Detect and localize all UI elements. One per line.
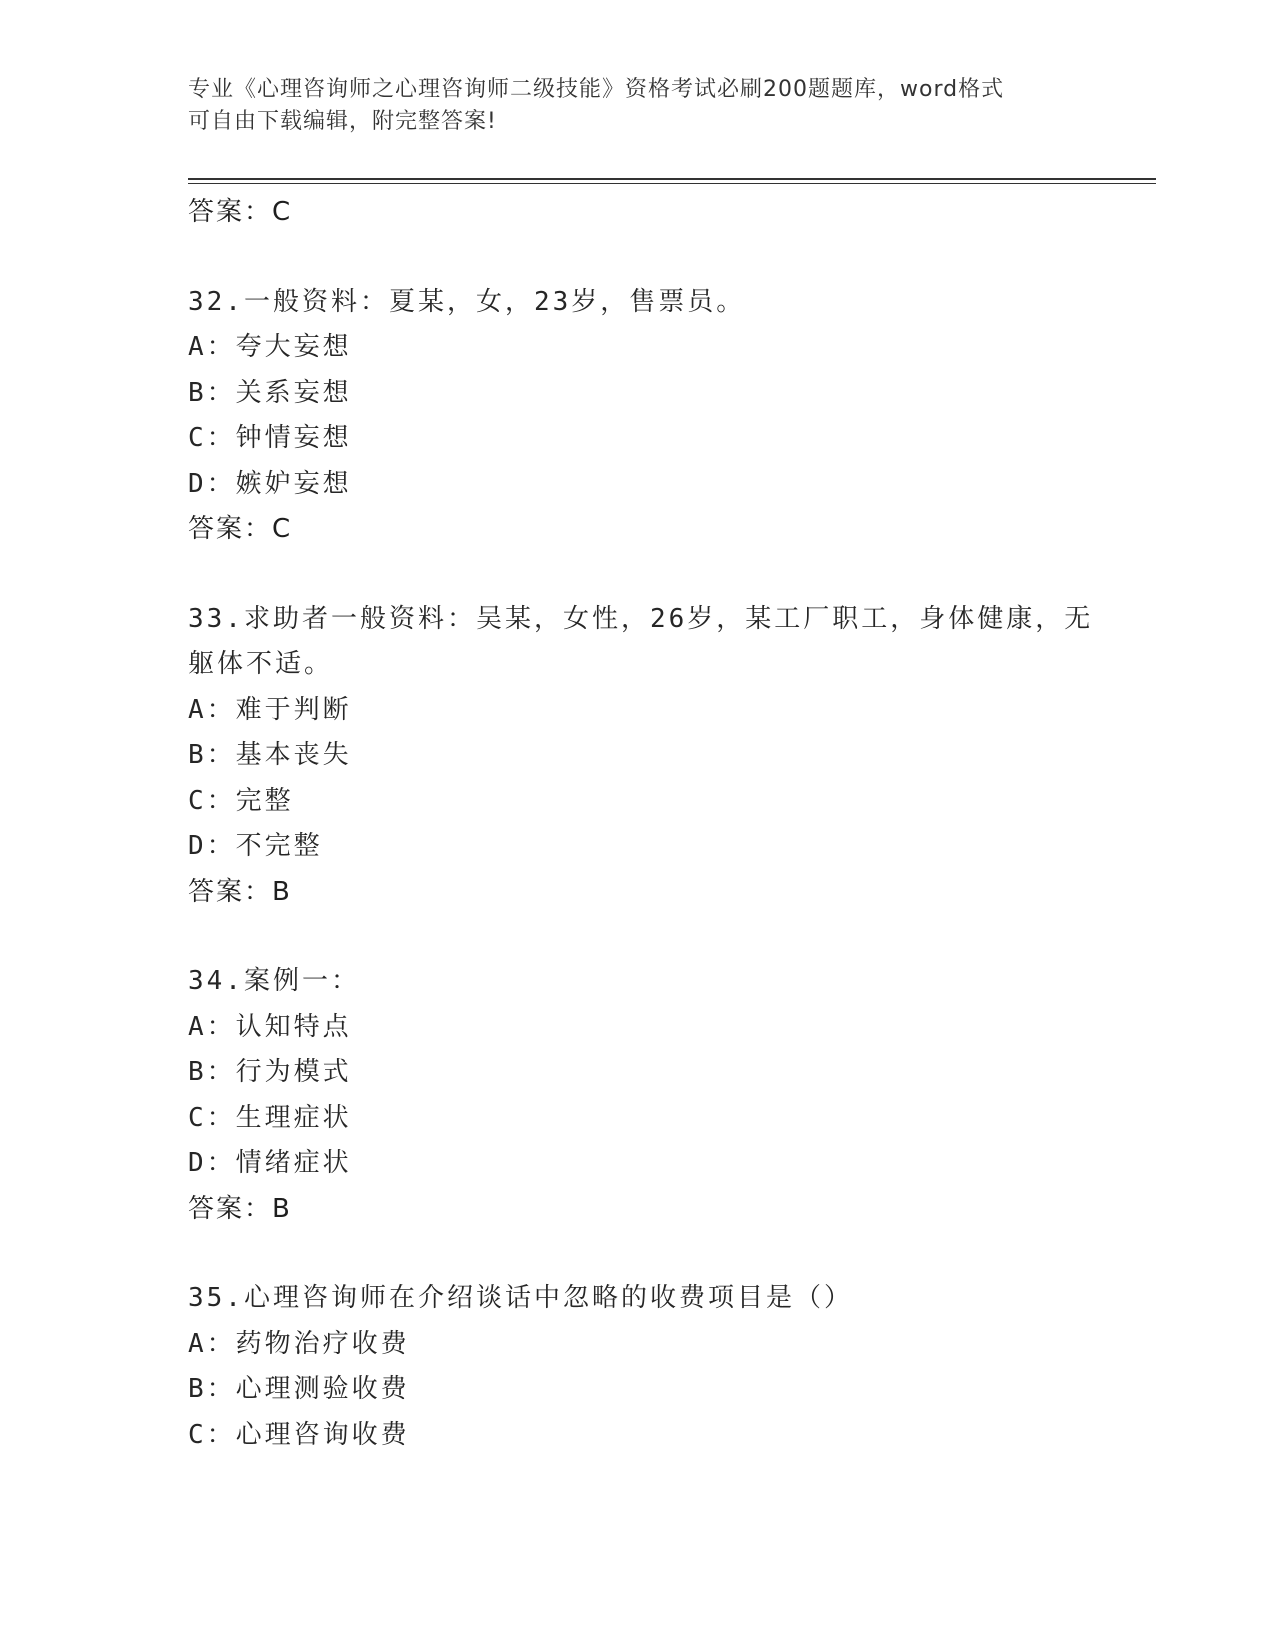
- option-b: B：行为模式: [188, 1057, 352, 1087]
- option-c: C：生理症状: [188, 1102, 352, 1133]
- question-35: [188, 1276, 1088, 1458]
- spacer: [188, 915, 1088, 959]
- header-divider-thick: [188, 178, 1156, 180]
- option-a: A：夸大妄想: [188, 332, 352, 362]
- option-a: A：药物治疗收费: [188, 1328, 410, 1359]
- option-d: D：嫉妒妄想: [188, 468, 352, 499]
- option-c: C：钟情妄想: [188, 423, 352, 453]
- question-text: 33.求助者一般资料：吴某，女性，26岁，某工厂职工，身体健康，无: [188, 603, 1094, 634]
- option-c: C：完整: [188, 785, 294, 816]
- spacer: [188, 236, 1088, 280]
- option-b: B：关系妄想: [188, 377, 352, 408]
- document-header: [188, 74, 1088, 138]
- answer: 答案：B: [188, 876, 292, 907]
- question-text-continued: 躯体不适。: [188, 649, 334, 679]
- option-d: D：情绪症状: [188, 1148, 352, 1178]
- question-34: [188, 959, 1088, 1232]
- question-33: [188, 597, 1094, 916]
- option-c: C：心理咨询收费: [188, 1419, 410, 1450]
- previous-answer: 答案：C: [188, 197, 293, 227]
- question-32: [188, 280, 1088, 553]
- option-d: D：不完整: [188, 831, 323, 861]
- spacer: [188, 553, 1088, 597]
- question-text: 34.案例一：: [188, 966, 360, 996]
- option-a: A：难于判断: [188, 694, 352, 725]
- spacer: [188, 1232, 1088, 1276]
- question-text: 35.心理咨询师在介绍谈话中忽略的收费项目是（）: [188, 1283, 853, 1313]
- option-b: B：基本丧失: [188, 740, 352, 770]
- header-divider-thin: [188, 183, 1156, 184]
- option-b: B：心理测验收费: [188, 1374, 410, 1404]
- header-line-2: 可自由下载编辑，附完整答案!: [188, 109, 497, 134]
- option-a: A：认知特点: [188, 1011, 352, 1042]
- answer: 答案：B: [188, 1193, 292, 1224]
- answer: 答案：C: [188, 514, 293, 544]
- header-line-1: 专业《心理咨询师之心理咨询师二级技能》资格考试必刷200题题库，word格式: [188, 77, 1005, 102]
- question-list: [188, 190, 1094, 1458]
- question-text: 32.一般资料：夏某，女，23岁，售票员。: [188, 286, 746, 317]
